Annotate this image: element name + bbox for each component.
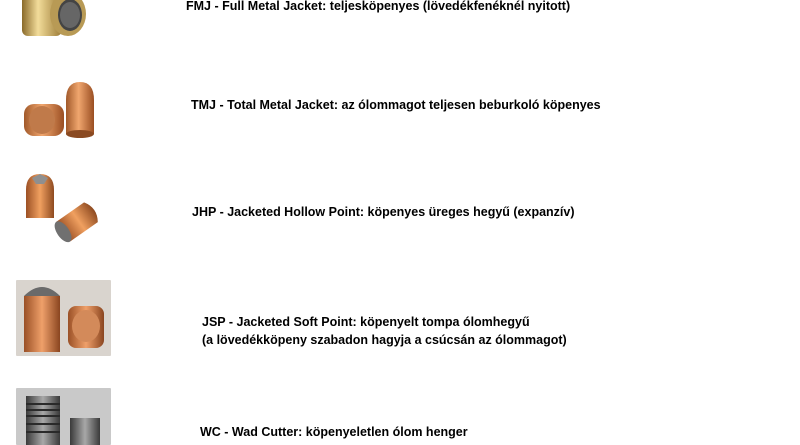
jsp-bullet-icon (16, 280, 111, 356)
fmj-bullet-icon (18, 0, 88, 52)
list-item (0, 388, 800, 445)
list-item (0, 170, 800, 255)
item-label: JHP - Jacketed Hollow Point: köpenyes üreges hegyű (expanzív) (192, 205, 575, 219)
item-label: JSP - Jacketed Soft Point: köpenyelt tompa ólomhegyű (202, 315, 530, 329)
list-item (0, 0, 800, 60)
item-label: FMJ - Full Metal Jacket: teljesköpenyes (lövedékfenéknél nyitott) (186, 0, 571, 13)
jhp-bullet-icon (22, 170, 112, 255)
item-label: TMJ - Total Metal Jacket: az ólommagot teljesen beburkoló köpenyes (191, 98, 601, 112)
list-item (0, 78, 800, 143)
wc-bullet-icon (16, 388, 111, 445)
list-item (0, 280, 800, 360)
item-label-secondary: (a lövedékköpeny szabadon hagyja a csúcsán az ólommagot) (202, 333, 567, 347)
tmj-bullet-icon (22, 78, 102, 143)
item-label: WC - Wad Cutter: köpenyeletlen ólom henger (200, 425, 468, 439)
